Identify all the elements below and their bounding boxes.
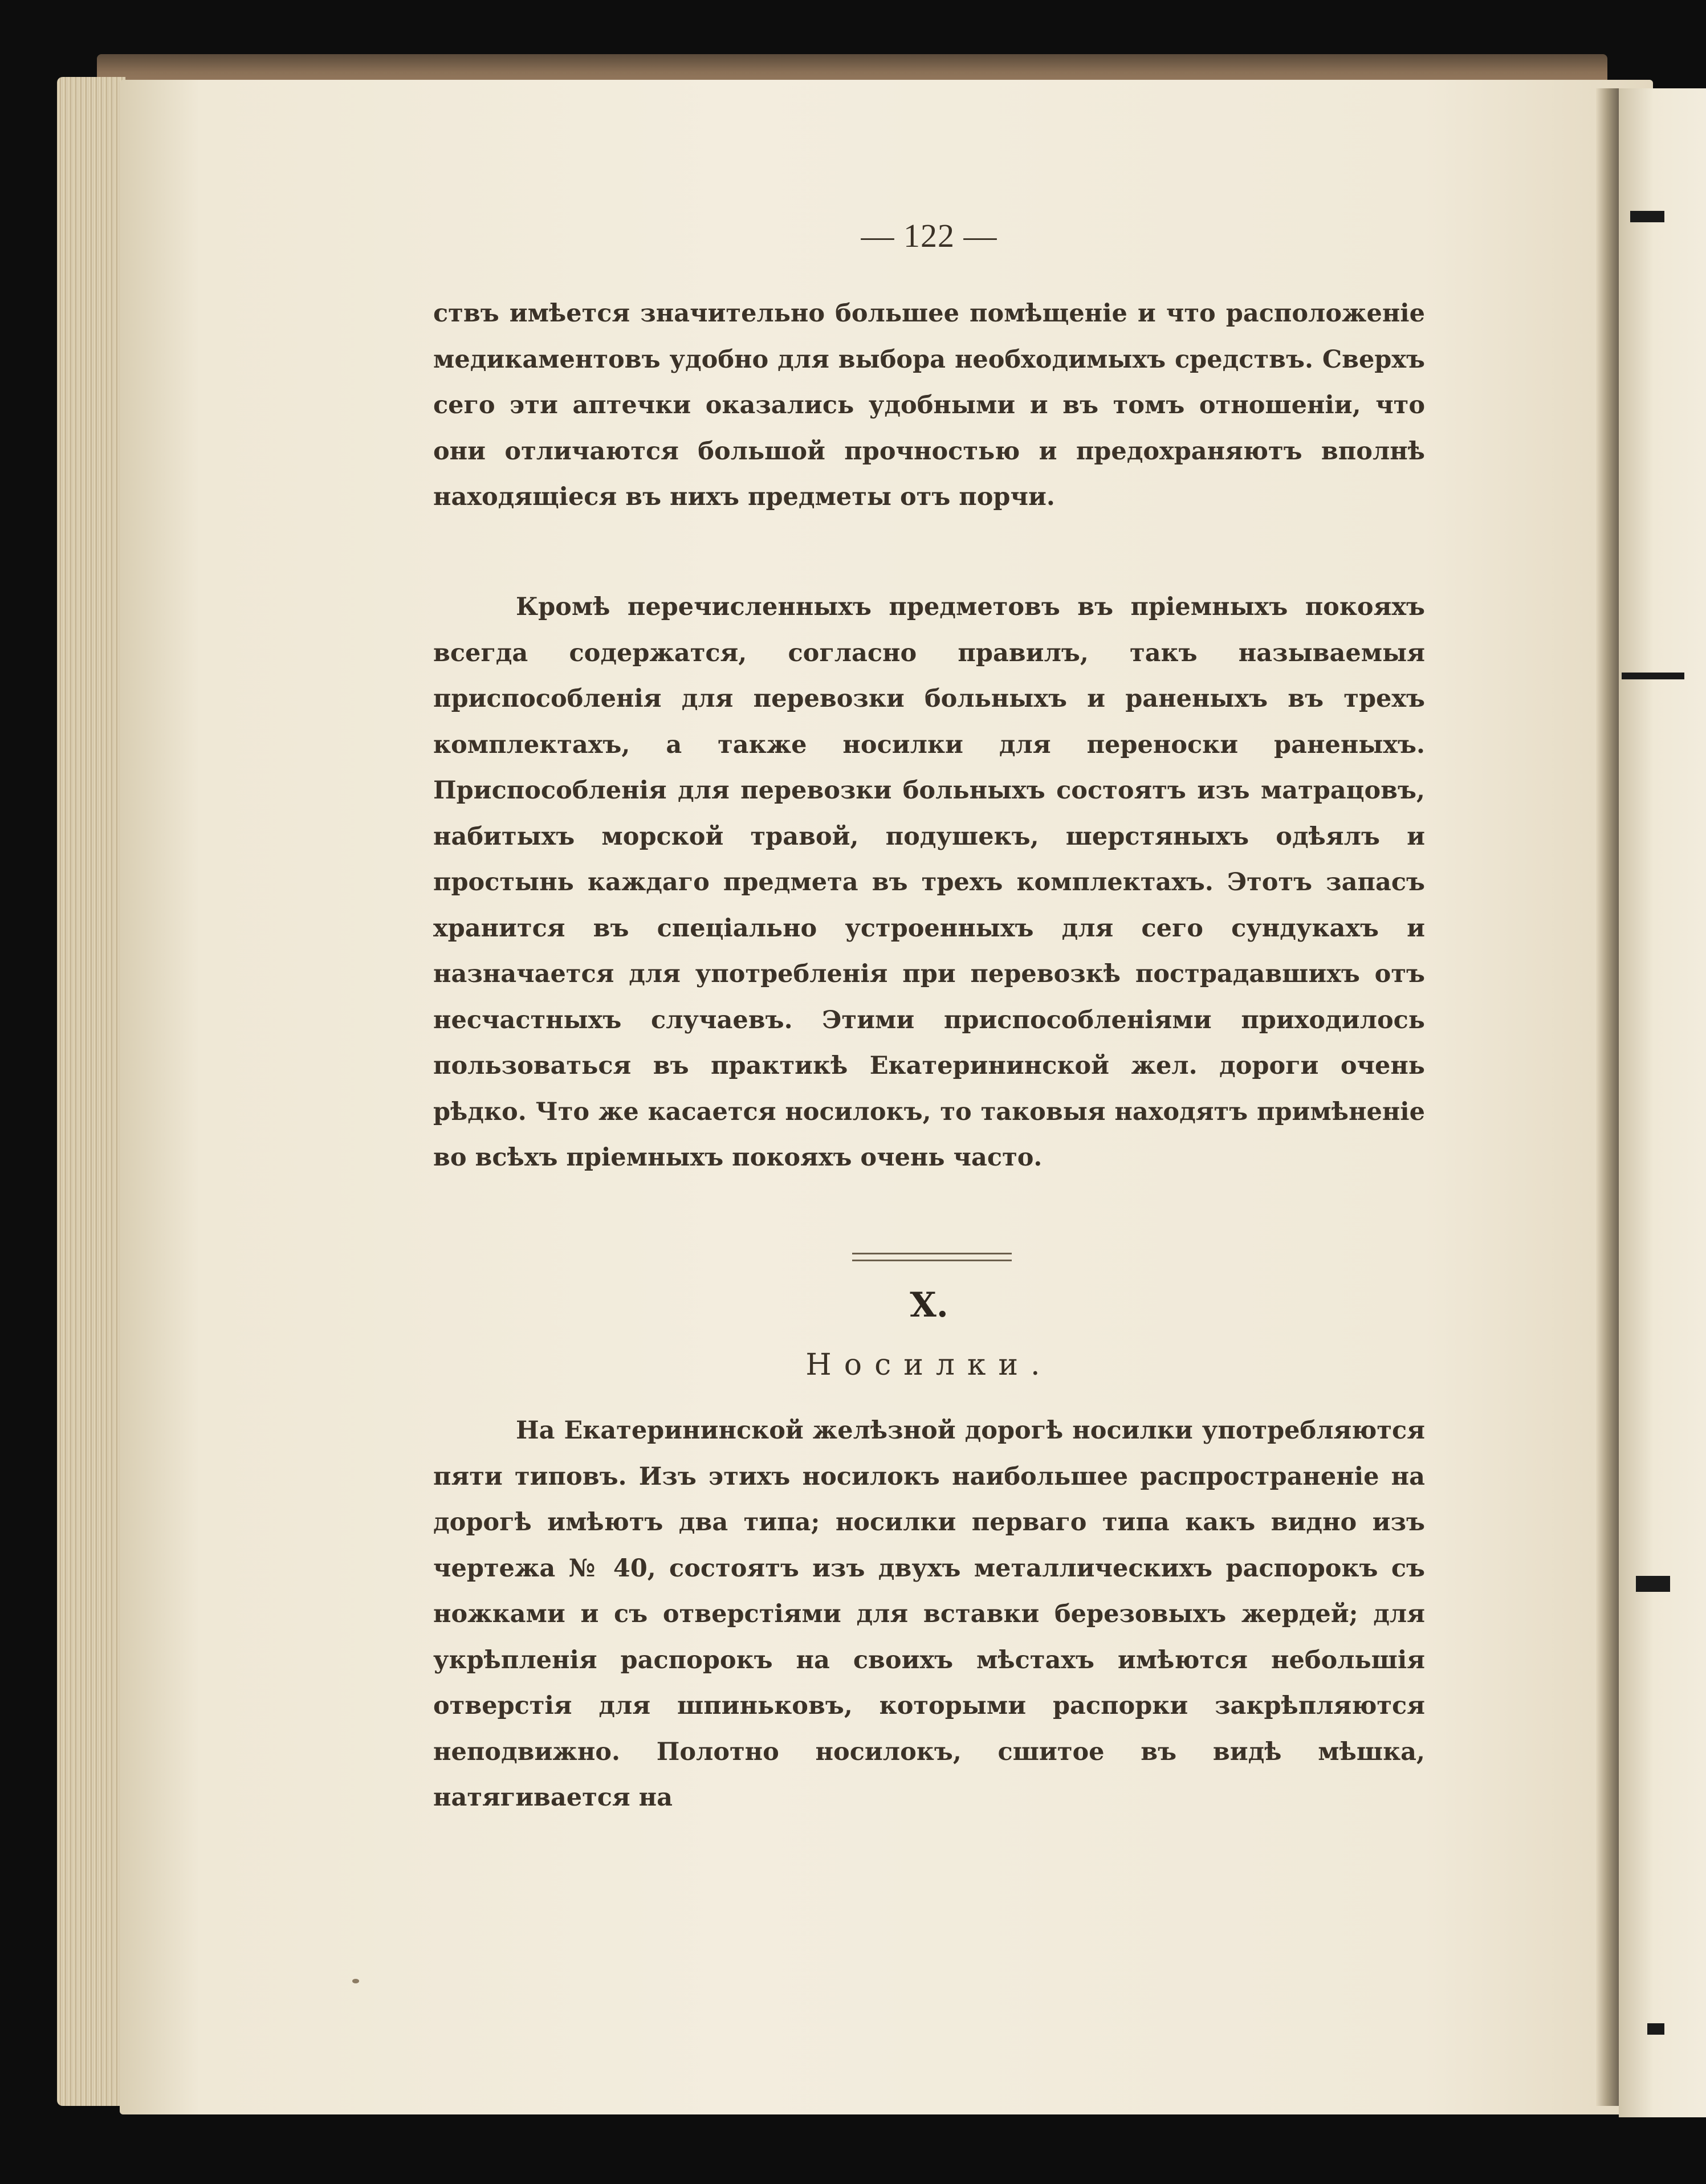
binding-tab bbox=[1630, 211, 1664, 222]
paragraph: Кромѣ перечисленныхъ предметовъ въ пріемныхъ покояхъ всегда содержатся, согласно правилъ, такъ называемыя приспособленія для перевозки больныхъ и раненыхъ въ трехъ комплектахъ, а также носилки для переноски раненыхъ. Приспособленія для перевозки больныхъ состоятъ изъ матрацовъ, набитыхъ морской травой, подушекъ, шерстяныхъ одѣялъ и простынь каждаго предмета въ трехъ комплектахъ. Этотъ запасъ хранится въ спеціально устроенныхъ для сего сундукахъ и назначается для употребленія при перевозкѣ пострадавшихъ отъ несчастныхъ случаевъ. Этими приспособленіями приходилось пользоваться въ практикѣ Екатерининской жел. дороги очень рѣдко. Что же касается носилокъ, то таковыя находятъ примѣненіе во всѣхъ пріемныхъ покояхъ очень часто. bbox=[433, 593, 1425, 1172]
book-gutter bbox=[1596, 88, 1619, 2106]
section-number: X. bbox=[910, 1285, 948, 1325]
paragraph: На Екатерининской желѣзной дорогѣ носилки употребляются пяти типовъ. Изъ этихъ носилокъ наибольшее распространеніе на дорогѣ имѣютъ два типа; носилки перваго типа какъ видно изъ чертежа № 40, состоятъ изъ двухъ металлическихъ распорокъ съ ножками и съ отверстіями для вставки березовыхъ жердей; для укрѣпленія распорокъ на своихъ мѣстахъ имѣются небольшія отверстія для шпиньковъ, которыми распорки закрѣпляются неподвижно. Полотно носилокъ, сшитое въ видѣ мѣшка, натягивается на bbox=[433, 1416, 1425, 1812]
paragraph: ствъ имѣется значительно большее помѣщеніе и что расположеніе медикаментовъ удобно для выбора необходимыхъ средствъ. Сверхъ сего эти аптечки оказались удобными и въ томъ отношеніи, что они отличаются большой прочностью и предохраняютъ вполнѣ находящіеся въ нихъ предметы отъ порчи. bbox=[433, 299, 1425, 511]
section-title: Носилки. bbox=[805, 1348, 1053, 1382]
section-divider bbox=[852, 1253, 1012, 1254]
page-number: — 122 — bbox=[861, 217, 997, 254]
section-divider bbox=[852, 1260, 1012, 1261]
binding-tab bbox=[1636, 1576, 1670, 1592]
facing-page bbox=[1619, 88, 1706, 2117]
paper-speck bbox=[352, 1979, 359, 1983]
binding-tab bbox=[1647, 2023, 1664, 2035]
binding-tab bbox=[1622, 673, 1684, 679]
page-edges bbox=[57, 77, 125, 2106]
